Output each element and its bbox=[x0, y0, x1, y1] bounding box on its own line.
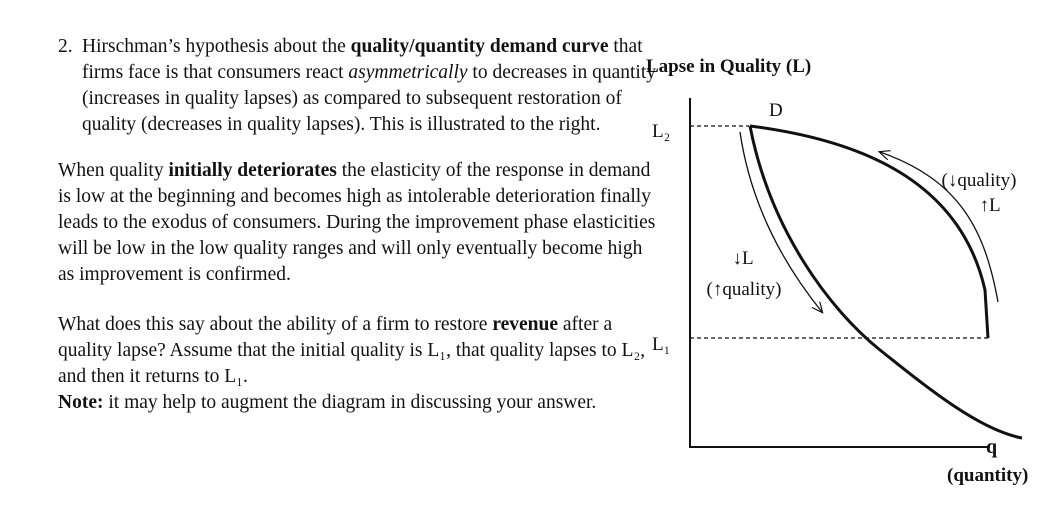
note-text: it may help to augment the diagram in discussing your answer. bbox=[103, 392, 597, 413]
p1-text-e: to decreases in quantity (increases in quality lapses) as compared to subsequent restoration of quality (decreases in quality lapses). This is illustrated to the right. bbox=[82, 62, 656, 135]
question-number: 2. bbox=[58, 36, 73, 57]
question-paragraph-1 bbox=[58, 34, 658, 138]
demand-curve-diagram bbox=[640, 40, 1060, 529]
p1-italic-term: asymmetrically bbox=[348, 62, 468, 83]
p2-text-a: When quality bbox=[58, 160, 169, 181]
l1-label: L₁ bbox=[652, 334, 671, 355]
question-note bbox=[58, 390, 658, 416]
p1-text-c: that firms face is that consumers react bbox=[82, 36, 643, 83]
left-annotation-line-1: ↓L bbox=[732, 248, 754, 269]
question-text bbox=[58, 34, 658, 416]
left-annotation-line-2: (↑quality) bbox=[706, 279, 782, 300]
right-annotation-line-1: (↓quality) bbox=[941, 170, 1017, 191]
demand-curve-label: D bbox=[769, 100, 783, 121]
p3-text-c: after a quality lapse? Assume that the initial quality is L₁, that quality lapses to L₂, and then it returns to L₁. bbox=[58, 314, 646, 387]
x-axis-symbol: q bbox=[986, 436, 998, 458]
p1-text-a: Hirschman’s hypothesis about the bbox=[82, 36, 351, 57]
p3-bold-term: revenue bbox=[492, 314, 559, 335]
l2-label: L₂ bbox=[652, 121, 671, 142]
question-paragraph-2 bbox=[58, 158, 658, 288]
x-axis-title: (quantity) bbox=[947, 465, 1029, 486]
p2-text-c: the elasticity of the response in demand is low at the beginning and becomes high as intolerable deterioration finally leads to the exodus of consumers. During the improvement phase elasticities will be low in the low quality ranges and will only eventually become high as improvement is confirmed. bbox=[58, 160, 656, 285]
y-axis-title: Lapse in Quality (L) bbox=[646, 56, 812, 77]
note-label: Note: bbox=[58, 392, 104, 413]
p2-bold-term: initially deteriorates bbox=[168, 160, 337, 181]
right-annotation-line-2: ↑L bbox=[979, 195, 1001, 216]
question-paragraph-3 bbox=[58, 312, 658, 390]
p3-text-a: What does this say about the ability of a firm to restore bbox=[58, 314, 493, 335]
p1-bold-term: quality/quantity demand curve bbox=[350, 36, 609, 57]
